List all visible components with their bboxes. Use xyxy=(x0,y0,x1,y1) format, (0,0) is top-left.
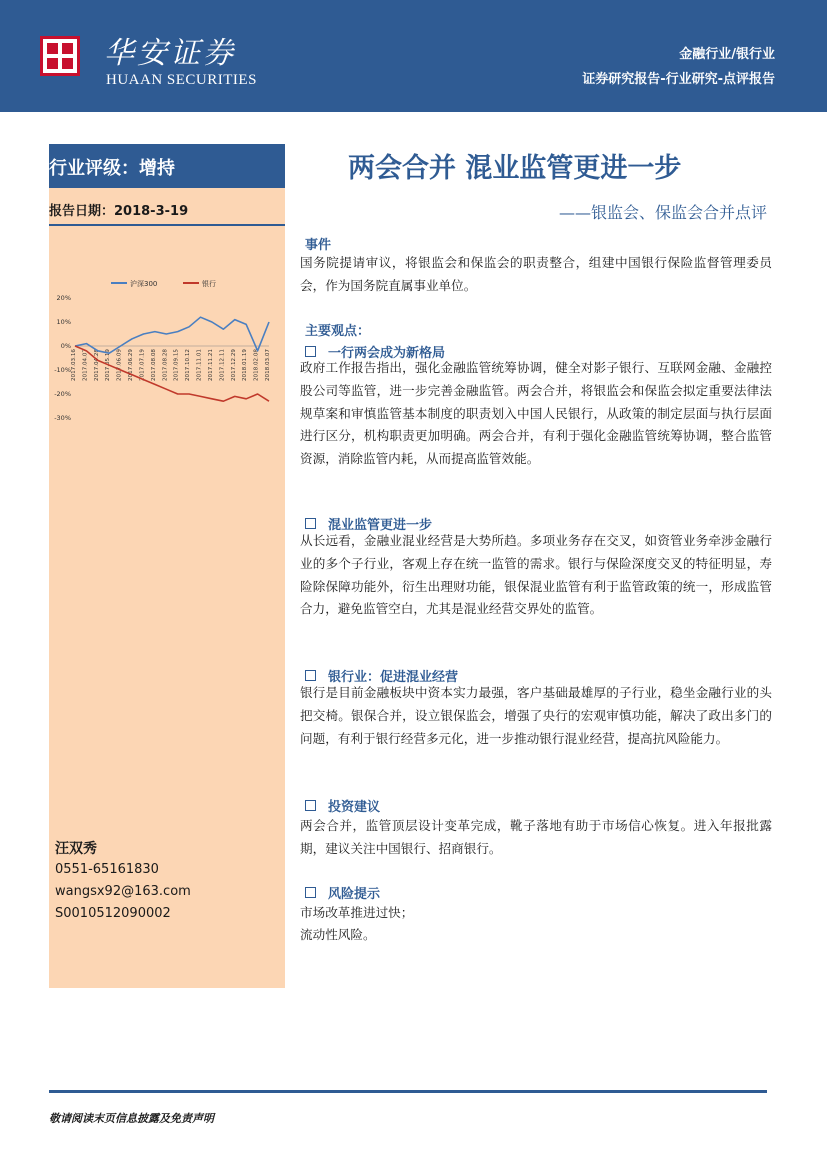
x-tick-label: 2017.03.16 xyxy=(71,349,77,382)
views-heading: 主要观点： xyxy=(305,324,371,339)
checkbox-bullet-icon xyxy=(305,346,316,357)
legend-label: 银行 xyxy=(202,280,216,288)
section-heading-text: 混业监管更进一步 xyxy=(328,518,433,533)
y-tick-label: -20% xyxy=(54,390,71,398)
sidebar-divider xyxy=(49,224,285,226)
section-text-2: 从长远看，金融业混业经营是大势所趋。多项业务存在交叉，如资管业务牵涉金融行业的多个子行业，客观上存在统一监管的需求。银行与保险深度交叉的特征明显，寿险除保障功能外，衍生出理财功能，银保混业监管有利于监管政策的统一，形成监管合力，避免监管空白，尤其是混业经营交界处的监管。 xyxy=(300,533,772,617)
section-heading-5 xyxy=(305,883,380,902)
x-tick-label: 2017.06.09 xyxy=(116,349,123,382)
footer-divider xyxy=(49,1090,767,1093)
report-subtitle: ——银监会、保监会合并点评 xyxy=(558,203,767,222)
section-text-4: 两会合并，监管顶层设计变革完成，靴子落地有助于市场信心恢复。进入年报批露期，建议关注中国银行、招商银行。 xyxy=(300,818,772,856)
x-tick-label: 2017.12.11 xyxy=(219,349,226,382)
series-line-csi300 xyxy=(75,317,269,353)
y-tick-label: 0% xyxy=(60,342,71,350)
section-heading-text: 一行两会成为新格局 xyxy=(328,346,446,361)
x-tick-label: 2017.04.07 xyxy=(82,349,89,382)
section-heading-text: 投资建议 xyxy=(328,800,381,815)
y-tick-label: -10% xyxy=(54,366,71,374)
analyst-phone: 0551-65161830 xyxy=(55,862,159,877)
checkbox-bullet-icon xyxy=(305,670,316,681)
logo-english: HUAAN SECURITIES xyxy=(106,72,257,88)
series-line-bank xyxy=(75,346,269,401)
section-text-3: 银行是目前金融板块中资本实力最强，客户基础最雄厚的子行业，稳坐金融行业的头把交椅。银保合并，设立银保监会，增强了央行的宏观审慎功能，解决了政出多门的问题，有利于银行经营多元化，进一步推动银行混业经营，提高抗风险能力。 xyxy=(300,685,772,746)
section-heading-4 xyxy=(305,796,380,815)
risk-line-1: 市场改革推进过快； xyxy=(300,905,414,920)
analyst-email[interactable]: wangsx92@163.com xyxy=(55,884,191,899)
x-tick-label: 2017.12.29 xyxy=(230,349,237,382)
checkbox-bullet-icon xyxy=(305,887,316,898)
analyst-cert-number: S0010512090002 xyxy=(55,906,171,921)
y-tick-label: -30% xyxy=(54,414,71,422)
section-text-1: 政府工作报告指出，强化金融监管统筹协调，健全对影子银行、互联网金融、金融控股公司等监管，进一步完善金融监管。两会合并，将银监会和保监会拟定重要法律法规草案和审慎监管基本制度的职责划入中国人民银行，从政策的制定层面与执行层面进行区分，机构职责更加明确。两会合并，有利于强化金融监管统筹协调，整合监管资源，消除监管内耗，从而提高监管效能。 xyxy=(300,360,772,467)
y-tick-label: 20% xyxy=(56,294,71,302)
y-tick-label: 10% xyxy=(56,318,71,326)
report-date: 报告日期：2018-3-19 xyxy=(49,204,189,219)
logo-chinese: 华安证券 xyxy=(104,36,236,71)
x-tick-label: 2017.10.12 xyxy=(185,349,192,382)
header-report-type: 证券研究报告-行业研究-点评报告 xyxy=(582,72,775,87)
x-tick-label: 2018.03.07 xyxy=(265,349,271,382)
x-tick-label: 2017.08.28 xyxy=(162,349,169,382)
x-tick-label: 2017.11.01 xyxy=(196,349,203,382)
x-tick-label: 2017.11.21 xyxy=(207,349,214,382)
x-tick-label: 2017.05.19 xyxy=(105,349,112,382)
footer-disclaimer: 敬请阅读末页信息披露及免责声明 xyxy=(49,1112,214,1125)
performance-chart xyxy=(49,272,285,432)
header-bar xyxy=(0,0,827,112)
section-heading-text: 风险提示 xyxy=(328,887,381,902)
x-tick-label: 2017.07.19 xyxy=(139,349,146,382)
x-tick-label: 2017.06.29 xyxy=(128,349,135,382)
risk-line-2: 流动性风险。 xyxy=(300,927,376,942)
x-tick-label: 2017.09.15 xyxy=(173,349,180,382)
header-industry: 金融行业/银行业 xyxy=(679,47,775,62)
report-title: 两会合并 混业监管更进一步 xyxy=(348,153,682,184)
sidebar xyxy=(49,144,285,988)
x-tick-label: 2017.08.08 xyxy=(150,349,157,382)
section-heading-text: 银行业：促进混业经营 xyxy=(328,670,459,685)
chart-svg xyxy=(49,272,285,432)
event-text: 国务院提请审议，将银监会和保监会的职责整合，组建中国银行保险监督管理委员会，作为国务院直属事业单位。 xyxy=(300,255,772,293)
checkbox-bullet-icon xyxy=(305,800,316,811)
analyst-name: 汪双秀 xyxy=(55,841,97,857)
x-tick-label: 2018.01.19 xyxy=(242,349,249,382)
checkbox-bullet-icon xyxy=(305,518,316,529)
event-heading: 事件 xyxy=(305,238,332,253)
logo-seal-icon xyxy=(40,36,80,76)
legend-label: 沪深300 xyxy=(130,280,158,288)
x-tick-label: 2017.04.28 xyxy=(93,349,100,382)
x-tick-label: 2018.02.08 xyxy=(253,349,260,382)
industry-rating: 行业评级：增持 xyxy=(49,144,285,188)
